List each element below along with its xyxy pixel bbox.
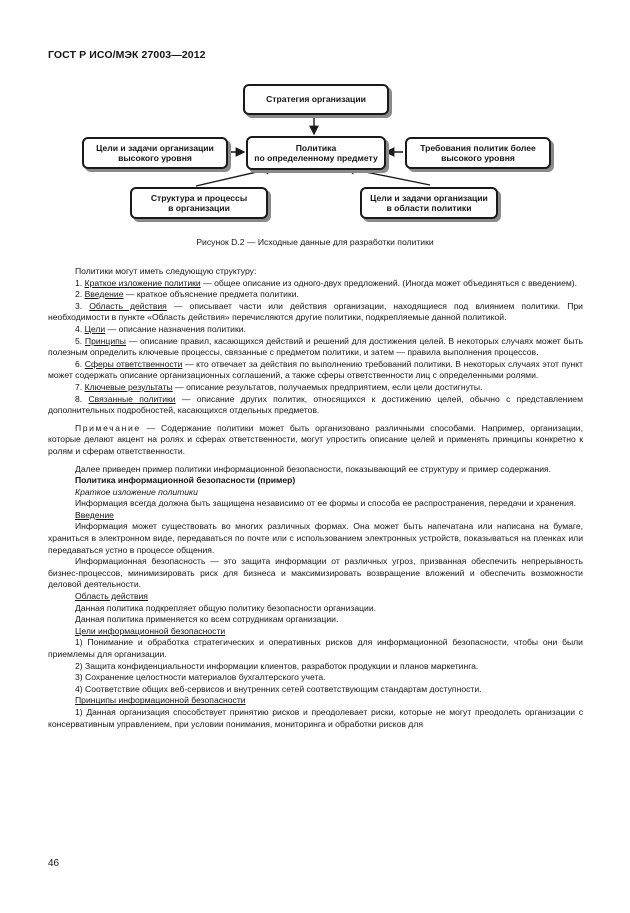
note: Примечание — Содержание политики может быть организовано различными способами. Например, организации, которые делают акцент на ролях и сферах ответственности, могут упростить описание целей и применять принципы конкретно к ролям и сферам ответственности.: [48, 422, 583, 456]
diagram-arrows: [0, 0, 630, 240]
list-item: 1. Краткое изложение политики — общее описание из одного-двух предложений. (Иногда может объединяться с введением).: [75, 277, 578, 288]
document-header: ГОСТ Р ИСО/МЭК 27003—2012: [48, 49, 206, 61]
scope-paragraph: Данная политика применяется ко всем сотрудникам организации.: [75, 614, 339, 625]
section-heading-scope: Область действия: [75, 591, 148, 602]
goal-item: 3) Сохранение целостности материалов бухгалтерского учета.: [75, 672, 326, 683]
section-heading-principles: Принципы информационной безопасности: [75, 695, 246, 706]
principles-paragraph: 1) Данная организация способствует принятию рисков и преодолевает риски, которые не могут преодолеть организации с консервативным управлением, при условии понимания, мониторинга и обработки рисков для: [48, 706, 583, 729]
document-body: [48, 266, 583, 730]
intro-paragraph: Информационная безопасность — это защита информации от различных угроз, призванная обеспечить непрерывность бизнес-процессов, минимизировать риск для бизнеса и максимизировать возвращение вложений и обеспечить возможности деловой деятельности.: [48, 556, 583, 590]
goal-item: 4) Соответствие общих веб-сервисов и внутренних сетей соответствующим стандартам доступности.: [75, 683, 482, 694]
box-high-level-goals: Цели и задачи организации высокого уровня: [82, 137, 228, 169]
list-item: 8. Связанные политики — описание других политик, относящихся к достижению целей, обычно с представлением дополнительных подробностей, касающихся отдельных предметов.: [48, 393, 583, 416]
list-item: 6. Сферы ответственности — кто отвечает за действия по выполнению требований политики. В некоторых случаях этот пункт может содержать описание организационных соглашений, а также сферы ответственности лиц с определенными ролями.: [48, 358, 583, 381]
summary-text: Информация всегда должна быть защищена независимо от ее формы и способа ее распространения, передачи и хранения.: [75, 498, 576, 509]
box-structure-processes: Структура и процессы в организации: [130, 187, 268, 219]
box-policy-area-goals: Цели и задачи организации в области политики: [360, 187, 498, 219]
section-heading-summary: Краткое изложение политики: [75, 486, 198, 497]
box-policy-subject: Политика по определенному предмету: [246, 136, 386, 170]
intro-line: Политики могут иметь следующую структуру:: [75, 266, 257, 276]
goal-item: 2) Защита конфиденциальности информации клиентов, разработок продукции и планов маркетинга.: [75, 660, 479, 671]
policy-input-diagram: [0, 0, 630, 240]
list-item: 3. Область действия — описывает части или действия организации, находящиеся под влиянием политики. При необходимости в пункте «Область действия» перечисляются другие политики, подкрепляемые данной политикой.: [48, 300, 583, 323]
box-organization-strategy: Стратегия организации: [243, 84, 389, 115]
figure-caption: Рисунок D.2 — Исходные данные для разработки политики: [196, 237, 434, 247]
section-heading-intro: Введение: [75, 509, 114, 520]
intro-paragraph: Информация может существовать во многих различных формах. Она может быть напечатана или написана на бумаге, храниться в электронном виде, передаваться по почте или с использованием электронных устройств, показываться на пленках или передаваться устно в процессе общения.: [48, 521, 583, 555]
section-heading-goals: Цели информационной безопасности: [75, 625, 226, 636]
scope-paragraph: Данная политика подкрепляет общую политику безопасности организации.: [75, 602, 377, 613]
arrow-bottomright-to-center: [346, 168, 430, 185]
list-item: 7. Ключевые результаты — описание результатов, получаемых предприятием, если цели достигнуты.: [75, 381, 483, 392]
page-number: 46: [48, 858, 60, 869]
example-title: Политика информационной безопасности (пример): [75, 475, 296, 486]
arrow-bottomleft-to-center: [196, 168, 274, 186]
goal-item: 1) Понимание и обработка стратегических и оперативных рисков для информационной безопасности, чтобы они были приемлемы для организации.: [48, 637, 583, 659]
box-higher-policy-requirements: Требования политик более высокого уровня: [405, 137, 551, 169]
list-item: 2. Введение — краткое объяснение предмета политики.: [75, 289, 299, 300]
example-intro: Далее приведен пример политики информационной безопасности, показывающий ее структуру и пример содержания.: [75, 463, 552, 474]
list-item: 4. Цели — описание назначения политики.: [75, 323, 246, 334]
list-item: 5. Принципы — описание правил, касающихся действий и решений для достижения целей. В некоторых случаях может быть полезным определить ключевые процессы, связанные с предметом политики, и затем — правила выполнения процессов.: [48, 335, 583, 358]
